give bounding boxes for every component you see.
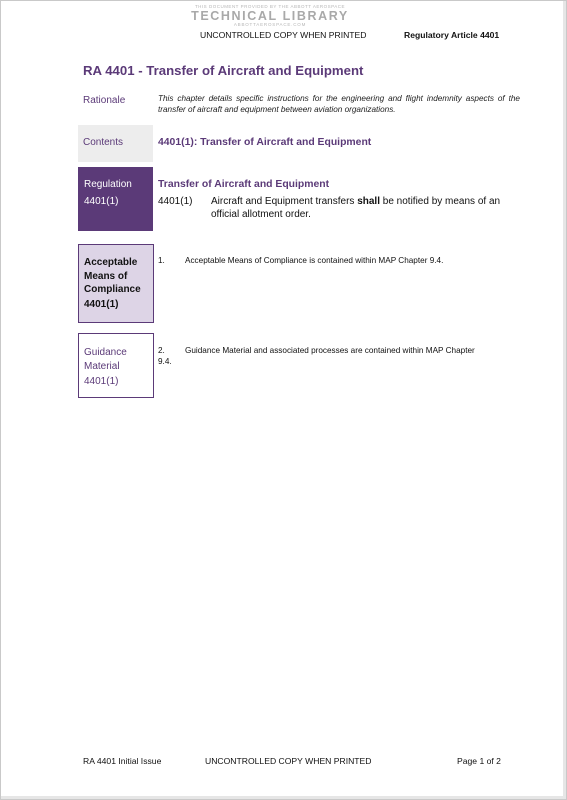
regulation-text-shall: shall xyxy=(357,196,380,207)
regulation-text-before: Aircraft and Equipment transfers xyxy=(211,196,358,207)
guidance-label-line1: Guidance xyxy=(84,347,127,358)
regulation-number: 4401(1) xyxy=(158,196,193,207)
guidance-para-wrap: 9.4. xyxy=(158,357,172,366)
guidance-label-line2: Material xyxy=(84,360,120,372)
regulation-label-number: 4401(1) xyxy=(84,196,119,207)
guidance-para-number: 2. xyxy=(158,346,165,355)
regulation-label: Regulation xyxy=(84,179,132,190)
regulation-text xyxy=(211,195,516,221)
amc-para-text: Acceptable Means of Compliance is contained within MAP Chapter 9.4. xyxy=(185,256,444,265)
rationale-label: Rationale xyxy=(83,95,126,106)
amc-label-number: 4401(1) xyxy=(84,299,119,310)
amc-label xyxy=(84,256,141,297)
regulation-heading: Transfer of Aircraft and Equipment xyxy=(158,179,330,190)
regulation-label-box xyxy=(78,167,153,231)
contents-label-box xyxy=(78,125,153,162)
library-watermark xyxy=(191,4,349,30)
footer-uncontrolled-copy: UNCONTROLLED COPY WHEN PRINTED xyxy=(205,756,372,766)
guidance-label-number: 4401(1) xyxy=(84,376,119,387)
amc-label-line1: Acceptable xyxy=(84,257,138,268)
watermark-sub: ABBOTTAEROSPACE.COM xyxy=(233,22,307,27)
rationale-text: This chapter details specific instructions for the engineering and flight indemnity aspects of the transfer of aircraft and equipment between aviation organizations. xyxy=(158,94,520,114)
amc-label-line3: Compliance xyxy=(84,284,141,296)
guidance-label xyxy=(84,346,127,373)
amc-label-line2: Means of xyxy=(84,270,128,282)
guidance-label-box xyxy=(78,333,154,398)
footer-issue: RA 4401 Initial Issue xyxy=(83,756,162,766)
contents-entry-link[interactable]: 4401(1): Transfer of Aircraft and Equipment xyxy=(158,137,372,148)
footer-page-number: Page 1 of 2 xyxy=(457,756,501,766)
header-article-ref: Regulatory Article 4401 xyxy=(404,30,500,40)
guidance-para-text: Guidance Material and associated processes are contained within MAP Chapter xyxy=(185,346,475,355)
watermark-main: TECHNICAL LIBRARY xyxy=(191,9,349,23)
header-uncontrolled-copy: UNCONTROLLED COPY WHEN PRINTED xyxy=(200,30,367,40)
contents-label: Contents xyxy=(83,137,124,148)
amc-para-number: 1. xyxy=(158,256,165,265)
regulation-text-after: be notified by means of an official allotment order. xyxy=(211,196,501,220)
amc-label-box xyxy=(78,244,154,323)
watermark-top-line: THIS DOCUMENT PROVIDED BY THE ABBOTT AEROSPACE xyxy=(194,4,346,9)
document-title: RA 4401 - Transfer of Aircraft and Equipment xyxy=(83,63,364,78)
